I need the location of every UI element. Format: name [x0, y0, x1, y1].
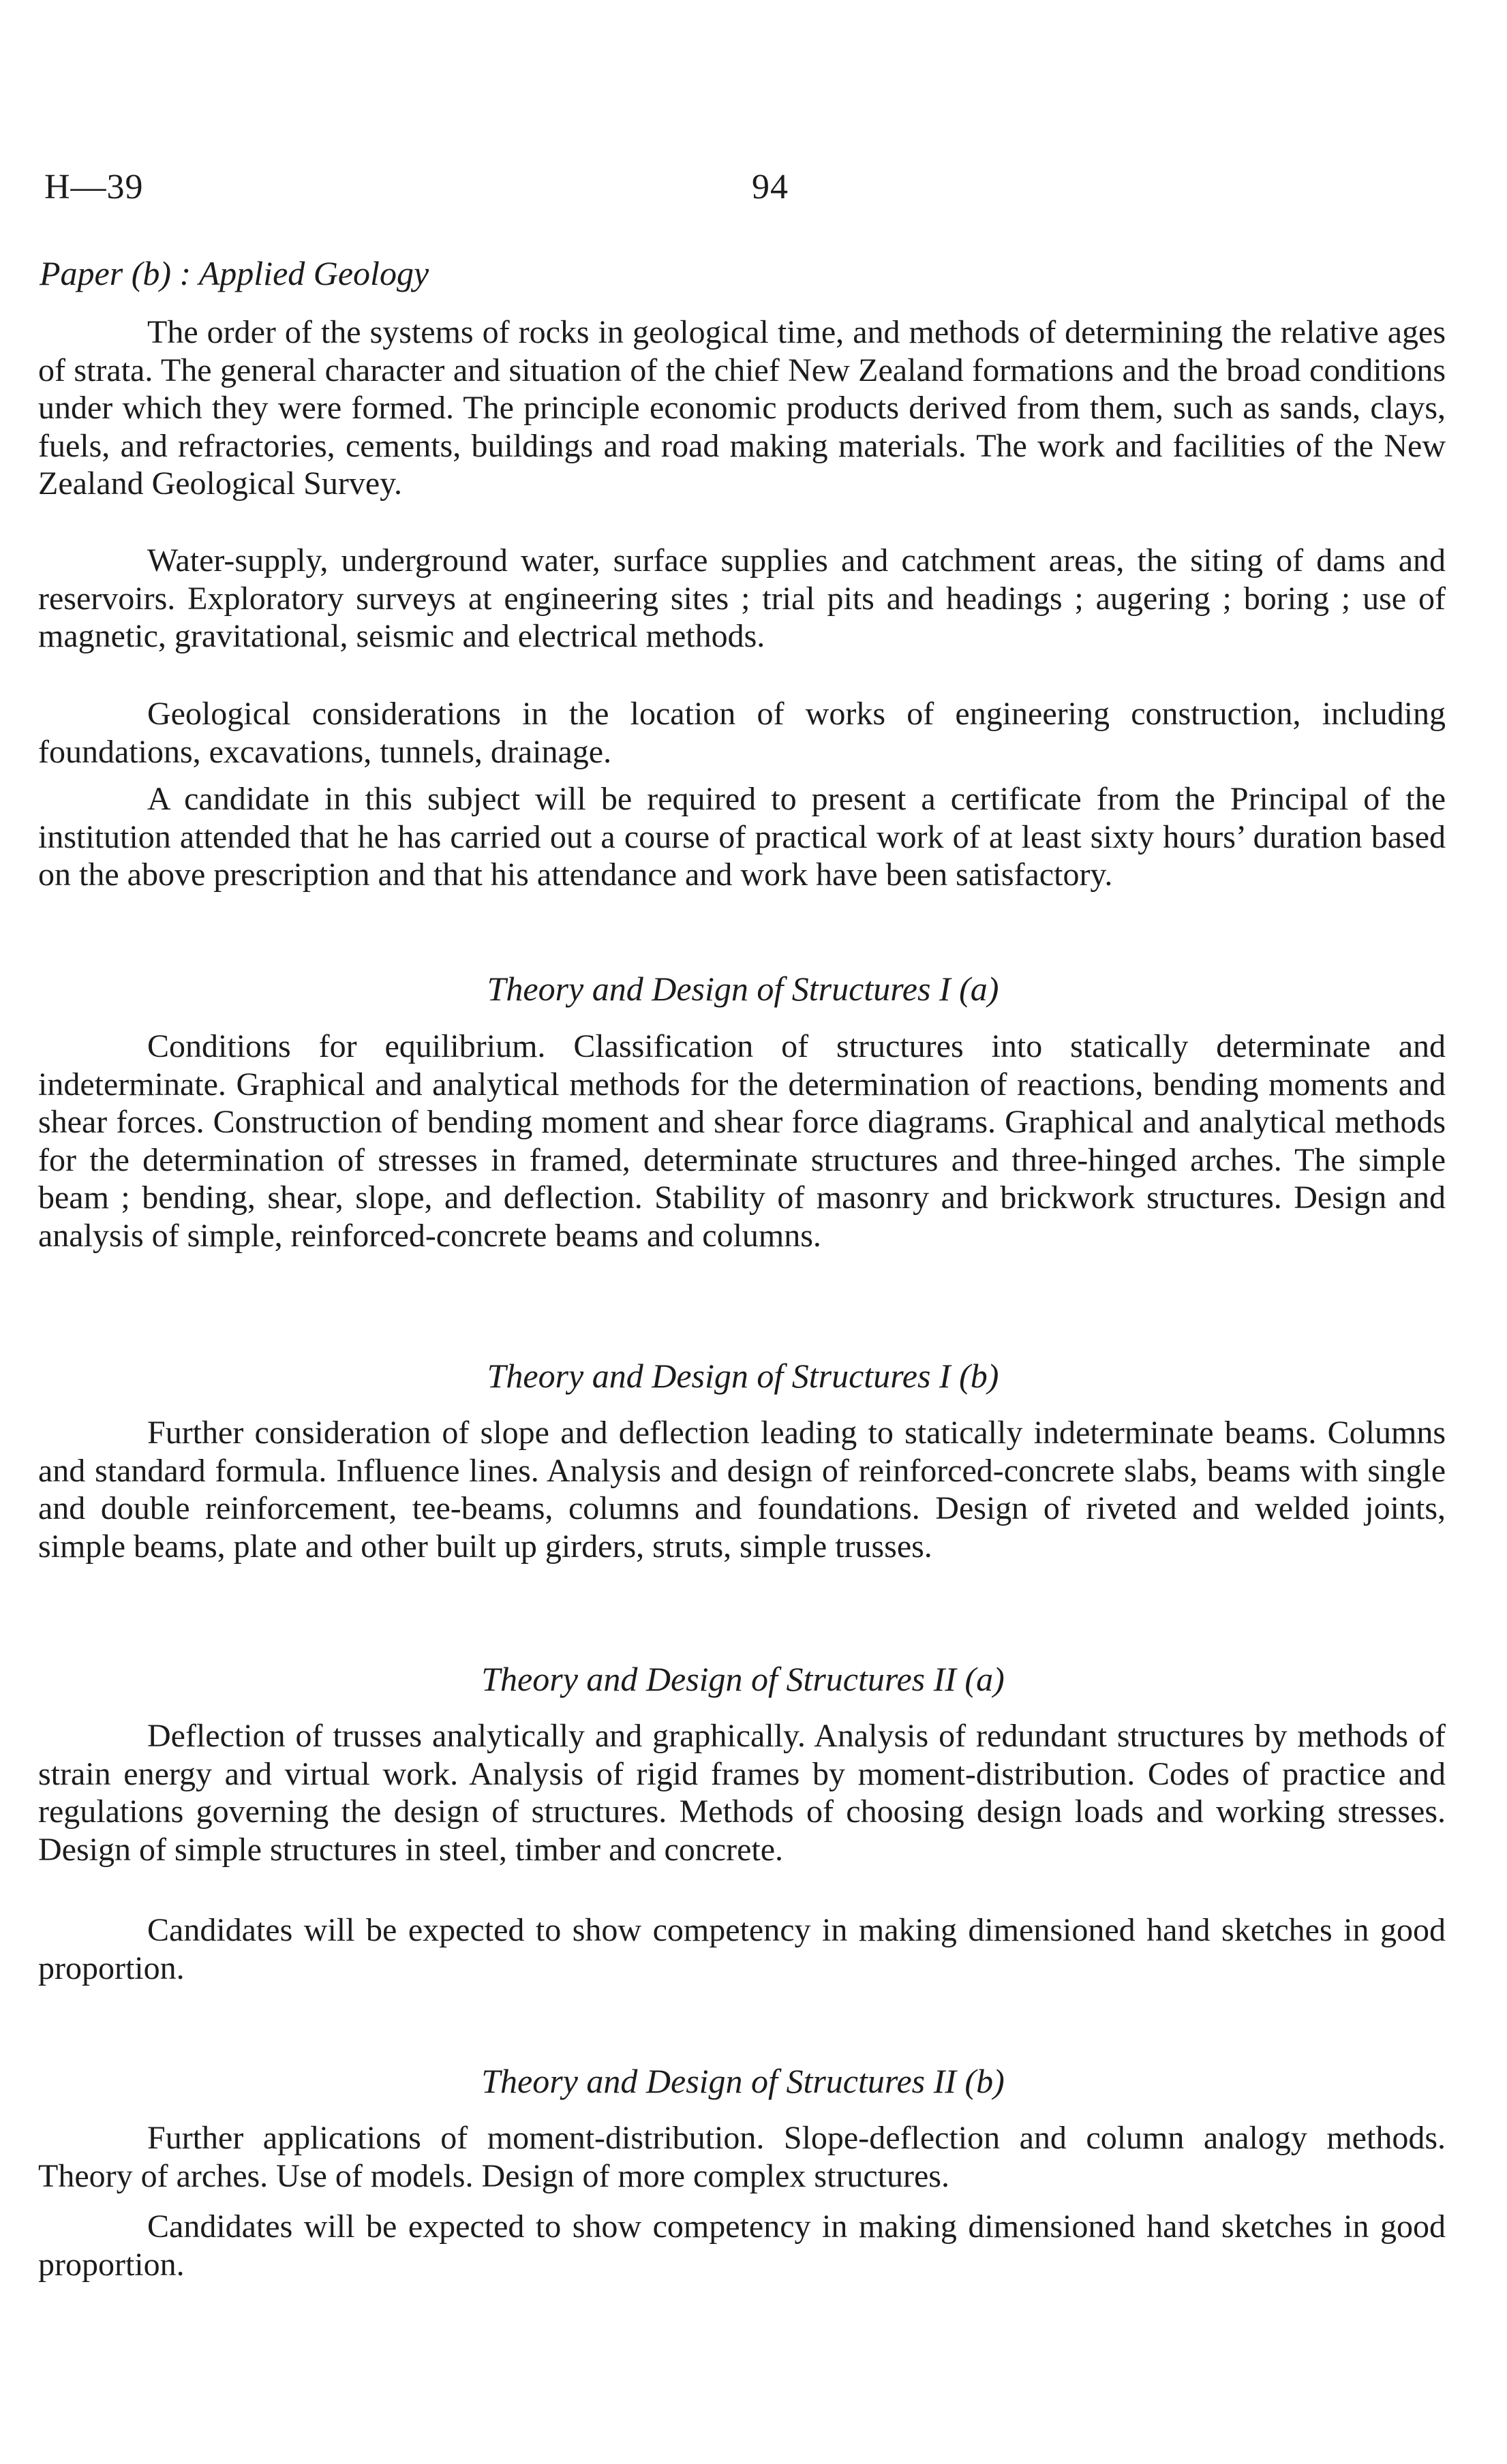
paragraph-structures-2a-2: Candidates will be expected to show competency in making dimensioned hand sketches in good proportion. — [38, 1912, 1446, 1986]
paragraph-structures-2b-1: Further applications of moment-distribution. Slope-deflection and column analogy methods. Theory of arches. Use of models. Design of more complex structures. — [38, 2120, 1446, 2194]
paragraph-structures-2a-1: Deflection of trusses analytically and graphically. Analysis of redundant structures by methods of strain energy and virtual work. Analysis of rigid frames by moment-distribution. Codes of practice and regulations governing the design of structures. Methods of choosing design loads and working stresses. Design of simple structures in steel, timber and concrete. — [38, 1718, 1446, 1868]
document-reference: H—39 — [44, 168, 144, 206]
paragraph-geology-3: Geological considerations in the location of works of engineering construction, including foundations, excavations, tunnels, drainage. — [38, 696, 1446, 770]
paragraph-structures-1a: Conditions for equilibrium. Classification of structures into statically determinate and indeterminate. Graphical and analytical methods for the determination of reactions, bending moments and shear forces. Construction of bending moment and shear force diagrams. Graphical and analytical methods for the determination of stresses in framed, determinate structures and three-hinged arches. The simple beam ; bending, shear, slope, and deflection. Stability of masonry and brickwork structures. Design and analysis of simple, reinforced-concrete beams and columns. — [38, 1028, 1446, 1254]
page-number: 94 — [752, 168, 789, 206]
paragraph-structures-2b-2: Candidates will be expected to show competency in making dimensioned hand sketches in good proportion. — [38, 2208, 1446, 2283]
section-title-structures-1b: Theory and Design of Structures I (b) — [487, 1357, 999, 1395]
paragraph-geology-2: Water-supply, underground water, surface supplies and catchment areas, the siting of dams and reservoirs. Exploratory surveys at engineering sites ; trial pits and headings ; augering ; boring ; use of magnetic, gravitational, seismic and electrical methods. — [38, 542, 1446, 654]
paragraph-structures-1b: Further consideration of slope and deflection leading to statically indeterminate beams. Columns and standard formula. Influence lines. Analysis and design of reinforced-concrete slabs, beams with single and double reinforcement, tee-beams, columns and foundations. Design of riveted and welded joints, simple beams, plate and other built up girders, struts, simple trusses. — [38, 1415, 1446, 1565]
section-title-structures-2a: Theory and Design of Structures II (a) — [481, 1660, 1005, 1698]
section-title-structures-2b: Theory and Design of Structures II (b) — [481, 2062, 1005, 2100]
paragraph-geology-1: The order of the systems of rocks in geological time, and methods of determining the relative ages of strata. The general character and situation of the chief New Zealand formations and the broad conditions under which they were formed. The principle economic products derived from them, such as sands, clays, fuels, and refractories, cements, buildings and road making materials. The work and facilities of the New Zealand Geological Survey. — [38, 314, 1446, 502]
section-title-structures-1a: Theory and Design of Structures I (a) — [487, 970, 999, 1008]
paragraph-geology-4: A candidate in this subject will be required to present a certificate from the Principal of the institution attended that he has carried out a course of practical work of at least sixty hours’ duration based on the above prescription and that his attendance and work have been satisfactory. — [38, 781, 1446, 893]
section-title-applied-geology: Paper (b) : Applied Geology — [40, 254, 429, 292]
